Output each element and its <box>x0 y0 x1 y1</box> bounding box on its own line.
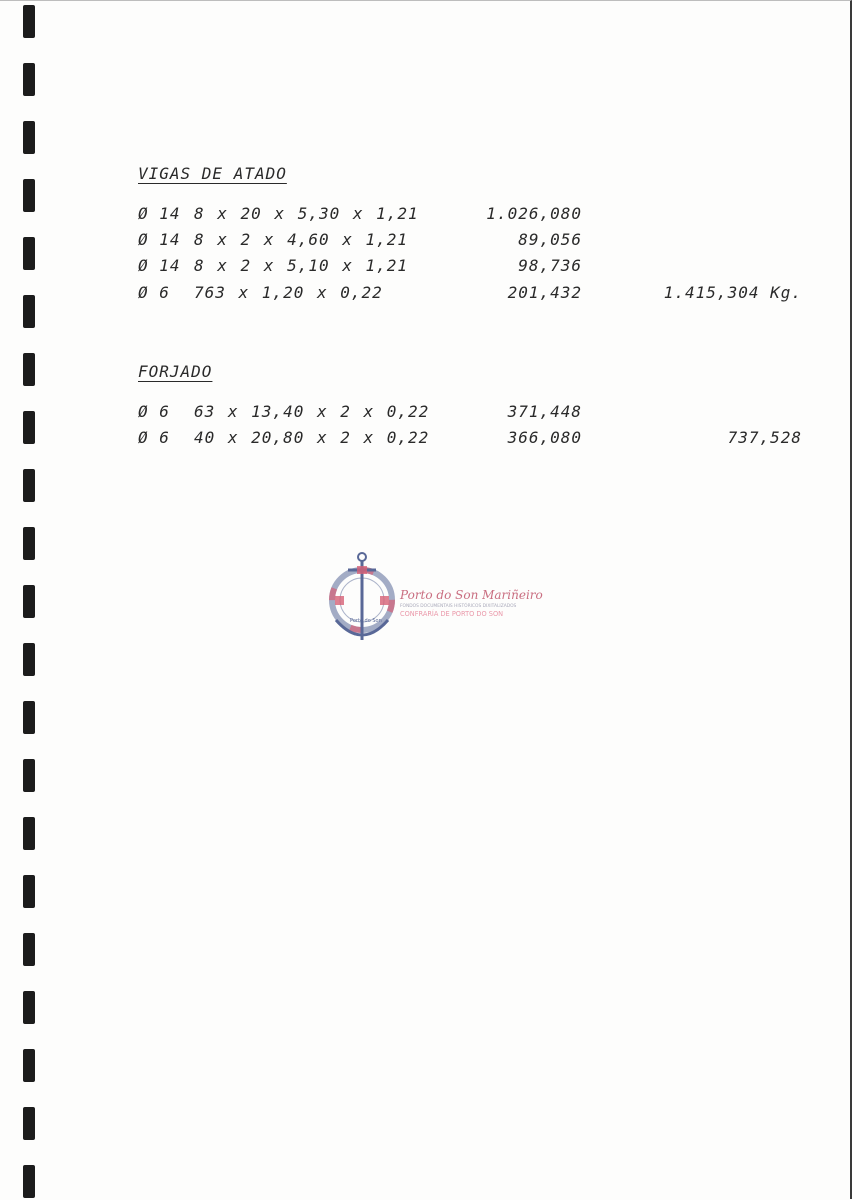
calc-formula: 8 x 20 x 5,30 x 1,21 <box>194 204 419 223</box>
calc-formula: 763 x 1,20 x 0,22 <box>194 283 383 302</box>
calc-value: 89,056 <box>518 230 582 249</box>
diameter-label: Ø 14 <box>138 230 181 249</box>
watermark-subtitle: FONDOS DOCUMENTAIS HISTÓRICOS DIXITALIZADOS <box>400 604 517 609</box>
binding-hole <box>23 469 35 502</box>
binding-hole <box>23 527 35 560</box>
binding-hole <box>23 353 35 386</box>
binding-hole <box>23 1049 35 1082</box>
diameter-label: Ø 6 <box>138 283 170 302</box>
calc-value: 1.026,080 <box>486 204 582 223</box>
binding-hole <box>23 63 35 96</box>
watermark-text <box>400 588 543 618</box>
section-heading-vigas: VIGAS DE ATADO <box>138 164 287 183</box>
watermark-org: CONFRARÍA DE PORTO DO SON <box>400 610 504 618</box>
watermark-script-title: Porto do Son Mariñeiro <box>400 588 543 602</box>
diameter-label: Ø 14 <box>138 204 181 223</box>
calc-formula: 63 x 13,40 x 2 x 0,22 <box>194 402 430 421</box>
binding-hole <box>23 585 35 618</box>
watermark-logo <box>326 548 543 653</box>
diameter-label: Ø 14 <box>138 256 181 275</box>
binding-hole <box>23 643 35 676</box>
calc-formula: 8 x 2 x 5,10 x 1,21 <box>194 256 409 275</box>
calc-value: 371,448 <box>507 402 582 421</box>
binding-hole <box>23 933 35 966</box>
binding-hole <box>23 237 35 270</box>
binding-hole <box>23 121 35 154</box>
calc-value: 366,080 <box>507 428 582 447</box>
binding-hole <box>23 179 35 212</box>
binding-hole <box>23 759 35 792</box>
section-total: 1.415,304 Kg. <box>663 283 802 302</box>
anchor-lifebuoy-icon <box>326 548 398 653</box>
calc-value: 98,736 <box>518 256 582 275</box>
binding-hole <box>23 991 35 1024</box>
calc-formula: 8 x 2 x 4,60 x 1,21 <box>194 230 409 249</box>
binding-hole <box>23 411 35 444</box>
binding-hole <box>23 1107 35 1140</box>
binding-hole <box>23 875 35 908</box>
binding-hole <box>23 1165 35 1198</box>
diameter-label: Ø 6 <box>138 428 170 447</box>
binding-holes <box>23 0 35 1200</box>
binding-hole <box>23 295 35 328</box>
binding-hole <box>23 817 35 850</box>
binding-hole <box>23 5 35 38</box>
diameter-label: Ø 6 <box>138 402 170 421</box>
binding-hole <box>23 701 35 734</box>
calc-formula: 40 x 20,80 x 2 x 0,22 <box>194 428 430 447</box>
emblem-text: Porto do Son <box>350 618 382 624</box>
calc-value: 201,432 <box>507 283 582 302</box>
section-heading-forjado: FORJADO <box>138 362 213 381</box>
section-total: 737,528 <box>727 428 802 447</box>
